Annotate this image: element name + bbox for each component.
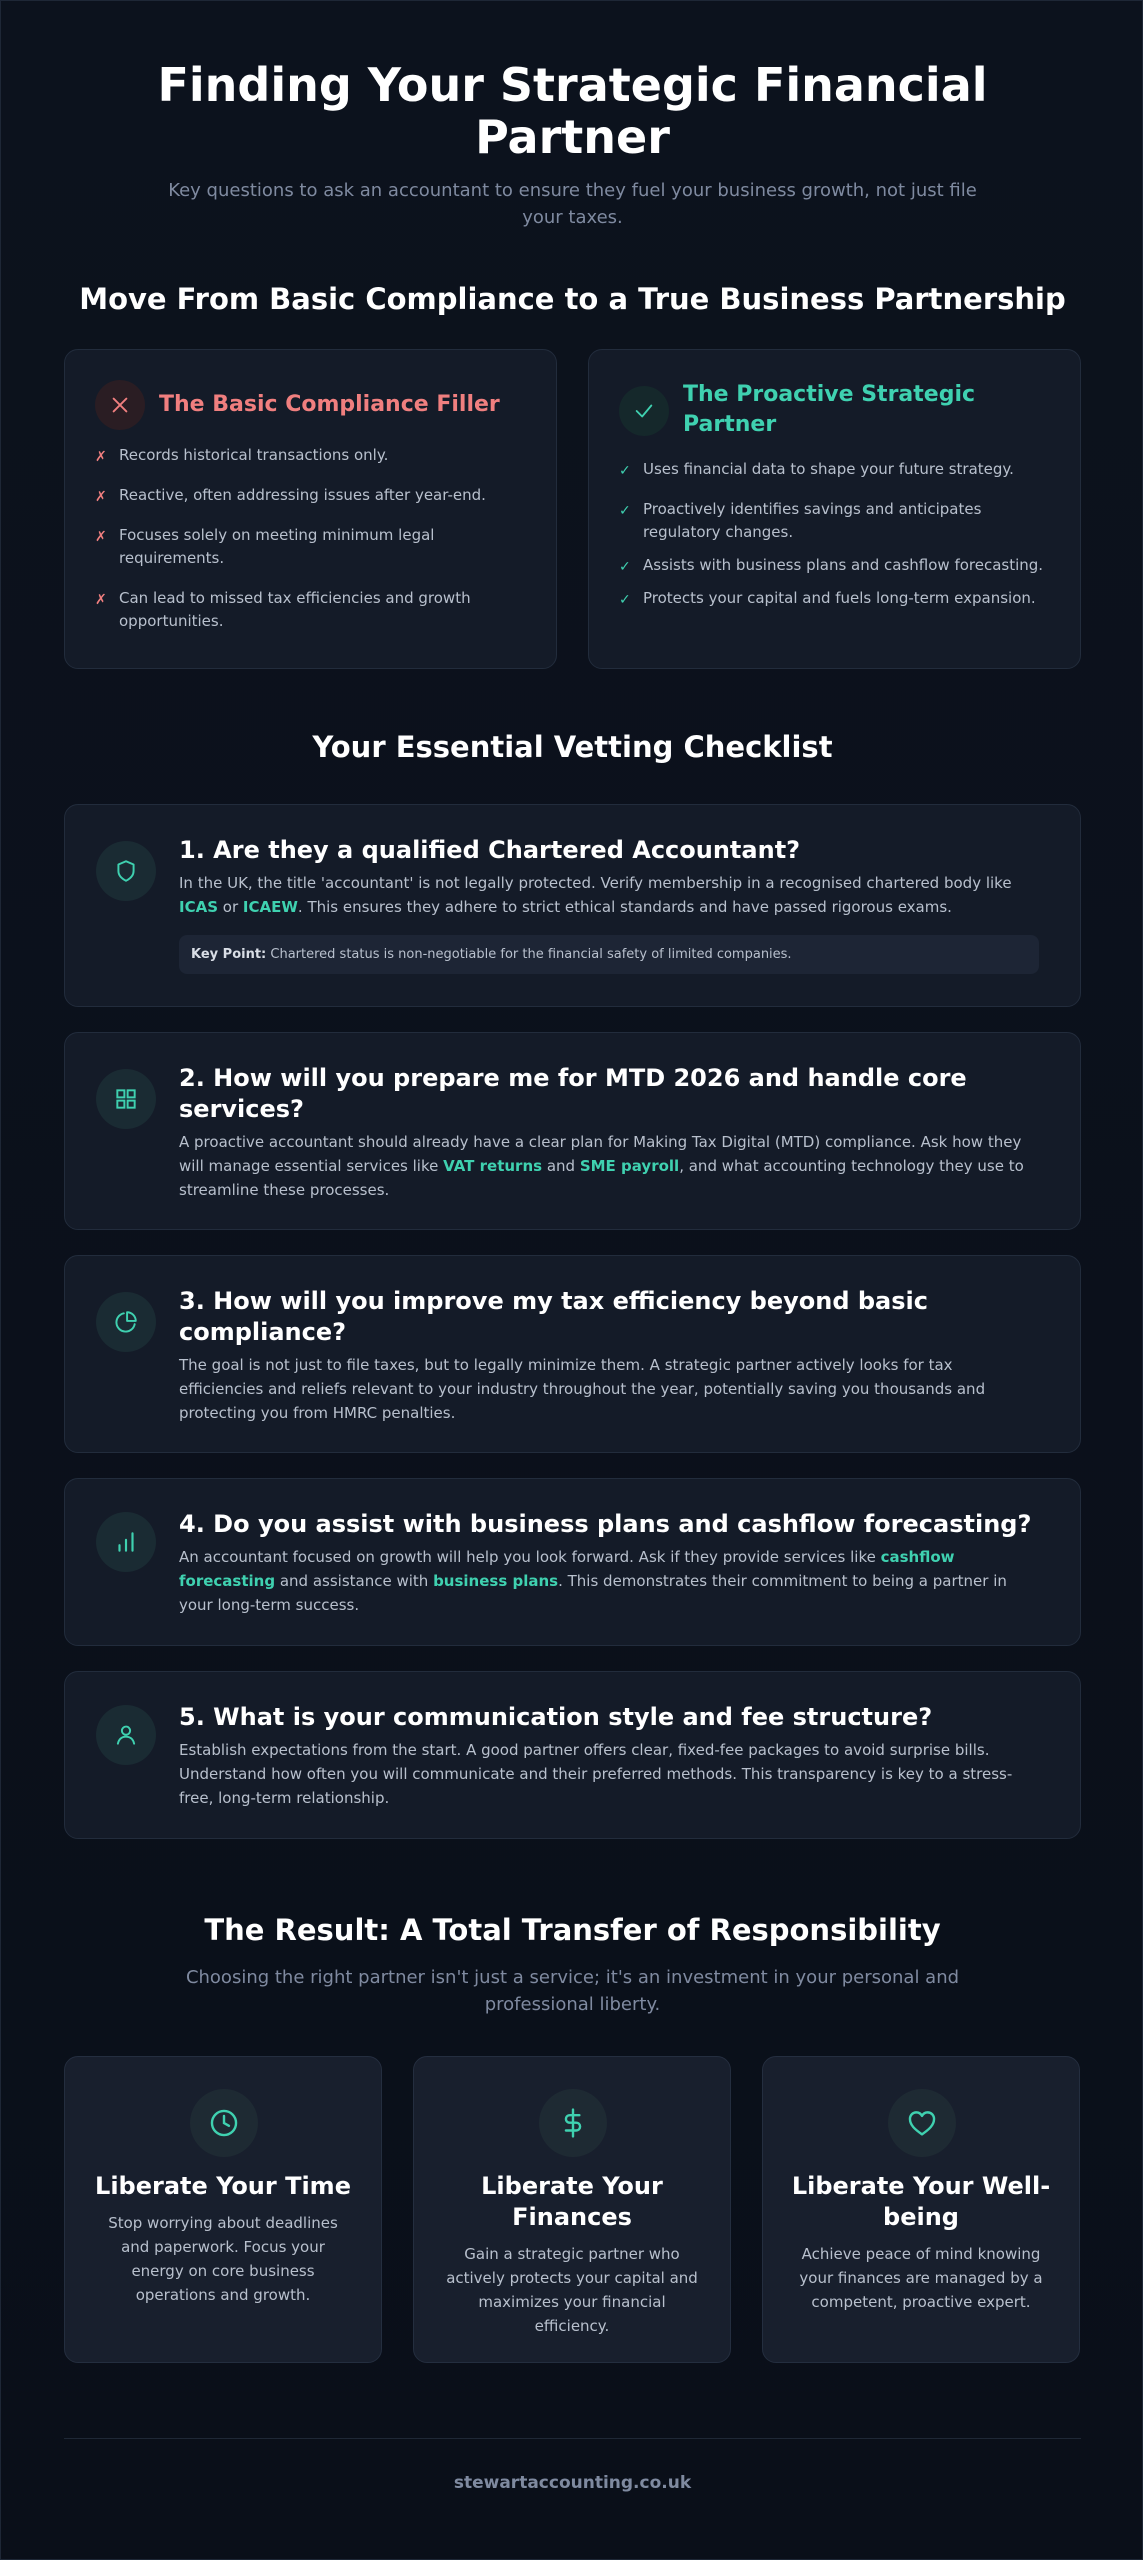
result-card-finances: [413, 2056, 731, 2363]
question-text: Establish expectations from the start. A good partner offers clear, fixed-fee packages to avoid surprise bills. Understand how often you will communicate and their preferred methods. This transparency is key to a stress-free, long-term relationship.: [179, 1741, 1013, 1807]
clock-icon: [190, 2089, 258, 2157]
bar-chart-icon: [96, 1512, 156, 1572]
list-item: ✗ Can lead to missed tax efficiencies and growth opportunities.: [95, 589, 471, 630]
question-title: 2. How will you prepare me for MTD 2026 and handle core services?: [179, 1064, 967, 1123]
x-mark-icon: ✗: [95, 529, 107, 545]
basic-card-title: The Basic Compliance Filler: [159, 392, 500, 417]
checklist-item-3: [64, 1255, 1081, 1453]
checklist-item-2: [64, 1032, 1081, 1230]
result-heading: The Result: A Total Transfer of Responsibility: [204, 1913, 941, 1947]
basic-compliance-card: [64, 349, 557, 669]
question-title: 4. Do you assist with business plans and cashflow forecasting?: [179, 1510, 1032, 1538]
hero: [1, 59, 1143, 231]
checklist-heading: Your Essential Vetting Checklist: [312, 730, 833, 764]
question-text: An accountant focused on growth will help you look forward. Ask if they provide services like cashflow forecasting and assistance with business plans. This demonstrates their commitment to being a partner in your long-term success.: [179, 1548, 1007, 1614]
question-title: 1. Are they a qualified Chartered Accountant?: [179, 836, 801, 864]
page-subtitle: Key questions to ask an accountant to ensure they fuel your business growth, not just file your taxes.: [168, 180, 977, 228]
grid-icon: [96, 1069, 156, 1129]
result-subtitle-wrap: [1, 1964, 1143, 2018]
checklist-item-5: [64, 1671, 1081, 1839]
x-icon: [95, 380, 145, 430]
x-mark-icon: ✗: [95, 449, 107, 465]
result-subtitle: Choosing the right partner isn't just a service; it's an investment in your personal and professional liberty.: [185, 1967, 960, 2015]
check-icon: [619, 386, 669, 436]
result-card-title: Liberate Your Finances: [481, 2172, 663, 2231]
question-text: The goal is not just to file taxes, but to legally minimize them. A strategic partner actively looks for tax efficiencies and reliefs relevant to your industry throughout the year, potentially saving you thousands and protecting you from HMRC penalties.: [179, 1356, 986, 1422]
result-card-text: Gain a strategic partner who actively protects your capital and maximizes your financial efficiency.: [446, 2245, 698, 2335]
result-card-wellbeing: [762, 2056, 1080, 2363]
result-card-title: Liberate Your Time: [95, 2172, 351, 2200]
question-title: 5. What is your communication style and fee structure?: [179, 1703, 933, 1731]
check-mark-icon: ✓: [619, 463, 631, 479]
list-item: ✓ Proactively identifies savings and anticipates regulatory changes.: [619, 500, 982, 541]
list-item: ✗ Records historical transactions only.: [95, 444, 525, 467]
x-mark-icon: ✗: [95, 489, 107, 505]
proactive-list: [619, 458, 1059, 610]
comparison-heading: Move From Basic Compliance to a True Business Partnership: [79, 282, 1066, 316]
footer-website: stewartaccounting.co.uk: [453, 2473, 692, 2493]
key-point-callout: Key Point: Chartered status is non-negotiable for the financial safety of limited companies.: [179, 935, 1039, 974]
proactive-card-title: The Proactive Strategic Partner: [683, 382, 976, 437]
check-mark-icon: ✓: [619, 559, 631, 575]
question-text: A proactive accountant should already have a clear plan for Making Tax Digital (MTD) compliance. Ask how they will manage essential services like VAT returns and SME payroll, and what accounting technology they use to streamline these processes.: [179, 1133, 1024, 1199]
result-card-text: Achieve peace of mind knowing your finances are managed by a competent, proactive expert.: [799, 2245, 1043, 2311]
list-item: ✗ Focuses solely on meeting minimum legal requirements.: [95, 526, 435, 567]
list-item: ✓ Uses financial data to shape your future strategy.: [619, 458, 1059, 481]
result-card-title: Liberate Your Well-being: [791, 2172, 1051, 2231]
proactive-partner-card: [588, 349, 1081, 669]
checklist-item-1: [64, 804, 1081, 1007]
checklist-item-4: [64, 1478, 1081, 1646]
heart-icon: [888, 2089, 956, 2157]
result-card-text: Stop worrying about deadlines and paperwork. Focus your energy on core business operations and growth.: [108, 2214, 338, 2304]
basic-list: [95, 444, 525, 633]
question-text: In the UK, the title 'accountant' is not legally protected. Verify membership in a recognised chartered body like ICAS or ICAEW. This ensures they adhere to strict ethical standards and have passed rigorous exams.: [179, 874, 1012, 916]
result-card-time: [64, 2056, 382, 2363]
check-mark-icon: ✓: [619, 503, 631, 519]
shield-icon: [96, 841, 156, 901]
question-title: 3. How will you improve my tax efficiency beyond basic compliance?: [179, 1287, 928, 1346]
check-mark-icon: ✓: [619, 592, 631, 608]
x-mark-icon: ✗: [95, 592, 107, 608]
page-title: Finding Your Strategic Financial Partner: [157, 58, 988, 164]
list-item: ✓ Assists with business plans and cashflow forecasting.: [619, 554, 1059, 577]
footer-divider: [64, 2438, 1081, 2439]
user-icon: [96, 1705, 156, 1765]
pie-chart-icon: [96, 1292, 156, 1352]
list-item: ✗ Reactive, often addressing issues after year-end.: [95, 484, 525, 507]
list-item: ✓ Protects your capital and fuels long-term expansion.: [619, 587, 1059, 610]
dollar-icon: [539, 2089, 607, 2157]
